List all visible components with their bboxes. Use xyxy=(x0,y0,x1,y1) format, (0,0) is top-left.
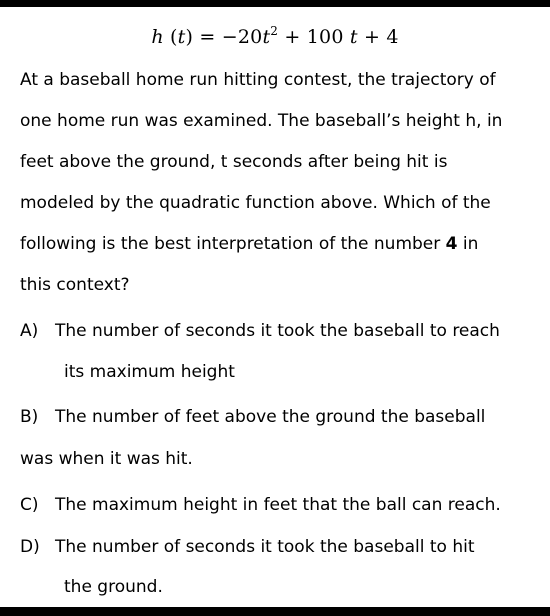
option-b-text: The number of feet above the ground the baseball xyxy=(55,407,486,427)
option-a-text: The number of seconds it took the baseball to reach xyxy=(55,321,500,341)
option-c-letter: C) xyxy=(20,495,39,515)
highlighted-number: 4 xyxy=(445,234,458,254)
question-line-5 xyxy=(20,234,478,254)
question-line-5-end: in xyxy=(457,234,479,254)
option-d[interactable] xyxy=(20,537,474,557)
eq-plus-1: + xyxy=(284,26,301,48)
option-b[interactable] xyxy=(20,407,485,427)
option-d-text: The number of seconds it took the baseball to hit xyxy=(55,537,475,557)
eq-term1-coef: −20 xyxy=(221,26,263,48)
eq-plus-2: + xyxy=(363,26,381,48)
question-line-6: this context? xyxy=(20,275,130,295)
option-c[interactable] xyxy=(20,495,501,515)
option-a-letter: A) xyxy=(20,321,39,341)
eq-arg-var: t xyxy=(177,26,186,48)
question-line-4: modeled by the quadratic function above. Which of the xyxy=(20,193,491,213)
question-line-3: feet above the ground, t seconds after being hit is xyxy=(20,152,448,172)
question-line-1: At a baseball home run hitting contest, the trajectory of xyxy=(20,70,496,90)
eq-term2-coef: 100 xyxy=(306,26,344,48)
eq-equals: = xyxy=(199,26,216,48)
eq-function-name: h xyxy=(151,26,164,48)
eq-close-paren: ) xyxy=(185,26,194,48)
option-b-continuation: was when it was hit. xyxy=(20,449,193,469)
option-d-continuation: the ground. xyxy=(64,577,163,597)
option-a[interactable] xyxy=(20,321,500,341)
eq-term1-var: t xyxy=(262,26,271,48)
eq-term1-exponent: 2 xyxy=(270,23,279,38)
question-line-2: one home run was examined. The baseball’s height h, in xyxy=(20,111,503,131)
option-c-text: The maximum height in feet that the ball can reach. xyxy=(55,495,501,515)
eq-constant: 4 xyxy=(386,26,399,48)
eq-term2-var: t xyxy=(349,26,358,48)
option-a-continuation: its maximum height xyxy=(64,362,235,382)
eq-open-paren: ( xyxy=(170,26,178,48)
option-d-letter: D) xyxy=(20,537,40,557)
question-line-5-text: following is the best interpretation of the number xyxy=(20,234,446,254)
option-b-letter: B) xyxy=(20,407,39,427)
quadratic-equation xyxy=(0,23,550,48)
